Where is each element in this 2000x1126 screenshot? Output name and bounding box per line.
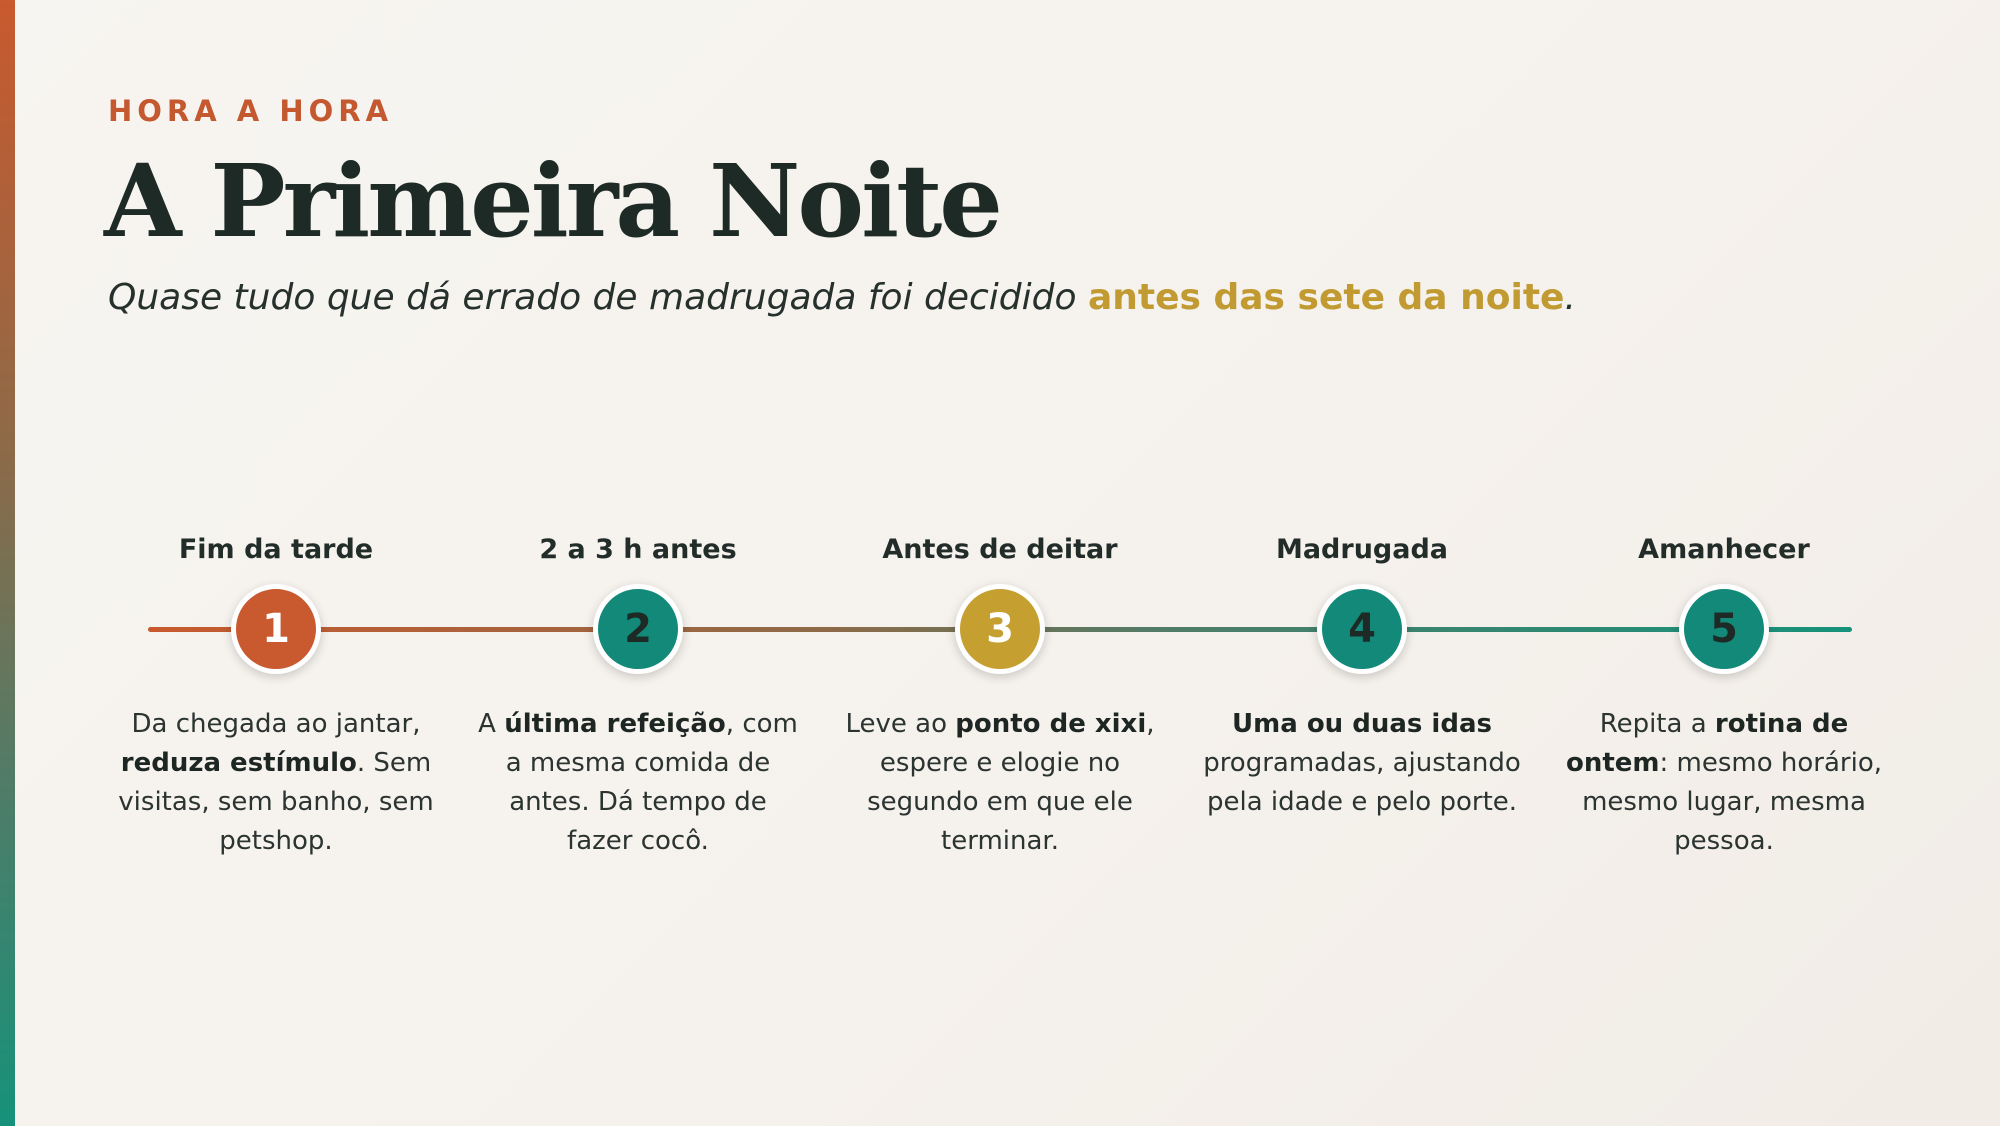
subtitle-highlight: antes das sete da noite	[1087, 277, 1565, 318]
step-desc-text: : mesmo horário, mesmo lugar, mesma pessoa.	[1582, 748, 1883, 856]
step-desc-text: . Sem visitas, sem banho, sem petshop.	[118, 748, 434, 856]
step-description	[111, 705, 441, 861]
section-kicker: HORA A HORA	[108, 94, 394, 128]
step-description	[1197, 705, 1527, 822]
step-description	[835, 705, 1165, 861]
step-number-badge: 3	[955, 584, 1045, 674]
step-description	[473, 705, 803, 861]
step-desc-emphasis: Uma ou duas idas	[1232, 709, 1492, 739]
step-desc-text: , com a mesma comida de antes. Dá tempo de fazer cocô.	[505, 709, 798, 856]
timeline-step-4	[1197, 530, 1527, 817]
step-time-label: Fim da tarde	[178, 534, 374, 565]
step-number-badge: 4	[1317, 584, 1407, 674]
step-desc-emphasis: ponto de xixi	[955, 709, 1147, 739]
page-subtitle	[108, 274, 1576, 322]
step-time-label: Antes de deitar	[882, 534, 1118, 565]
step-time-label: 2 a 3 h antes	[539, 534, 737, 565]
step-desc-emphasis: rotina de ontem	[1565, 709, 1849, 778]
page-title: A Primeira Noite	[104, 142, 1000, 260]
timeline-step-1	[111, 530, 441, 856]
timeline-step-2	[473, 530, 803, 856]
subtitle-text: Quase tudo que dá errado de madrugada foi decidido	[108, 277, 1088, 318]
timeline-step-5	[1559, 530, 1889, 856]
step-number-badge: 5	[1679, 584, 1769, 674]
subtitle-end: .	[1564, 277, 1576, 318]
step-description	[1559, 705, 1889, 861]
timeline-step-3	[835, 530, 1165, 856]
step-time-label: Amanhecer	[1638, 534, 1810, 565]
step-desc-emphasis: última refeição	[504, 709, 726, 739]
step-number-badge: 1	[231, 584, 321, 674]
step-desc-text: , espere e elogie no segundo em que ele terminar.	[867, 709, 1155, 856]
step-desc-text: Repita a	[1599, 709, 1715, 739]
left-accent-bar	[0, 0, 15, 1126]
step-desc-text: A	[478, 709, 505, 739]
step-number-badge: 2	[593, 584, 683, 674]
step-desc-text: Leve ao	[845, 709, 956, 739]
step-desc-emphasis: reduza estímulo	[120, 748, 357, 778]
step-desc-text: programadas, ajustando pela idade e pelo porte.	[1203, 748, 1521, 817]
step-desc-text: Da chegada ao jantar,	[131, 709, 421, 739]
step-time-label: Madrugada	[1275, 534, 1449, 565]
